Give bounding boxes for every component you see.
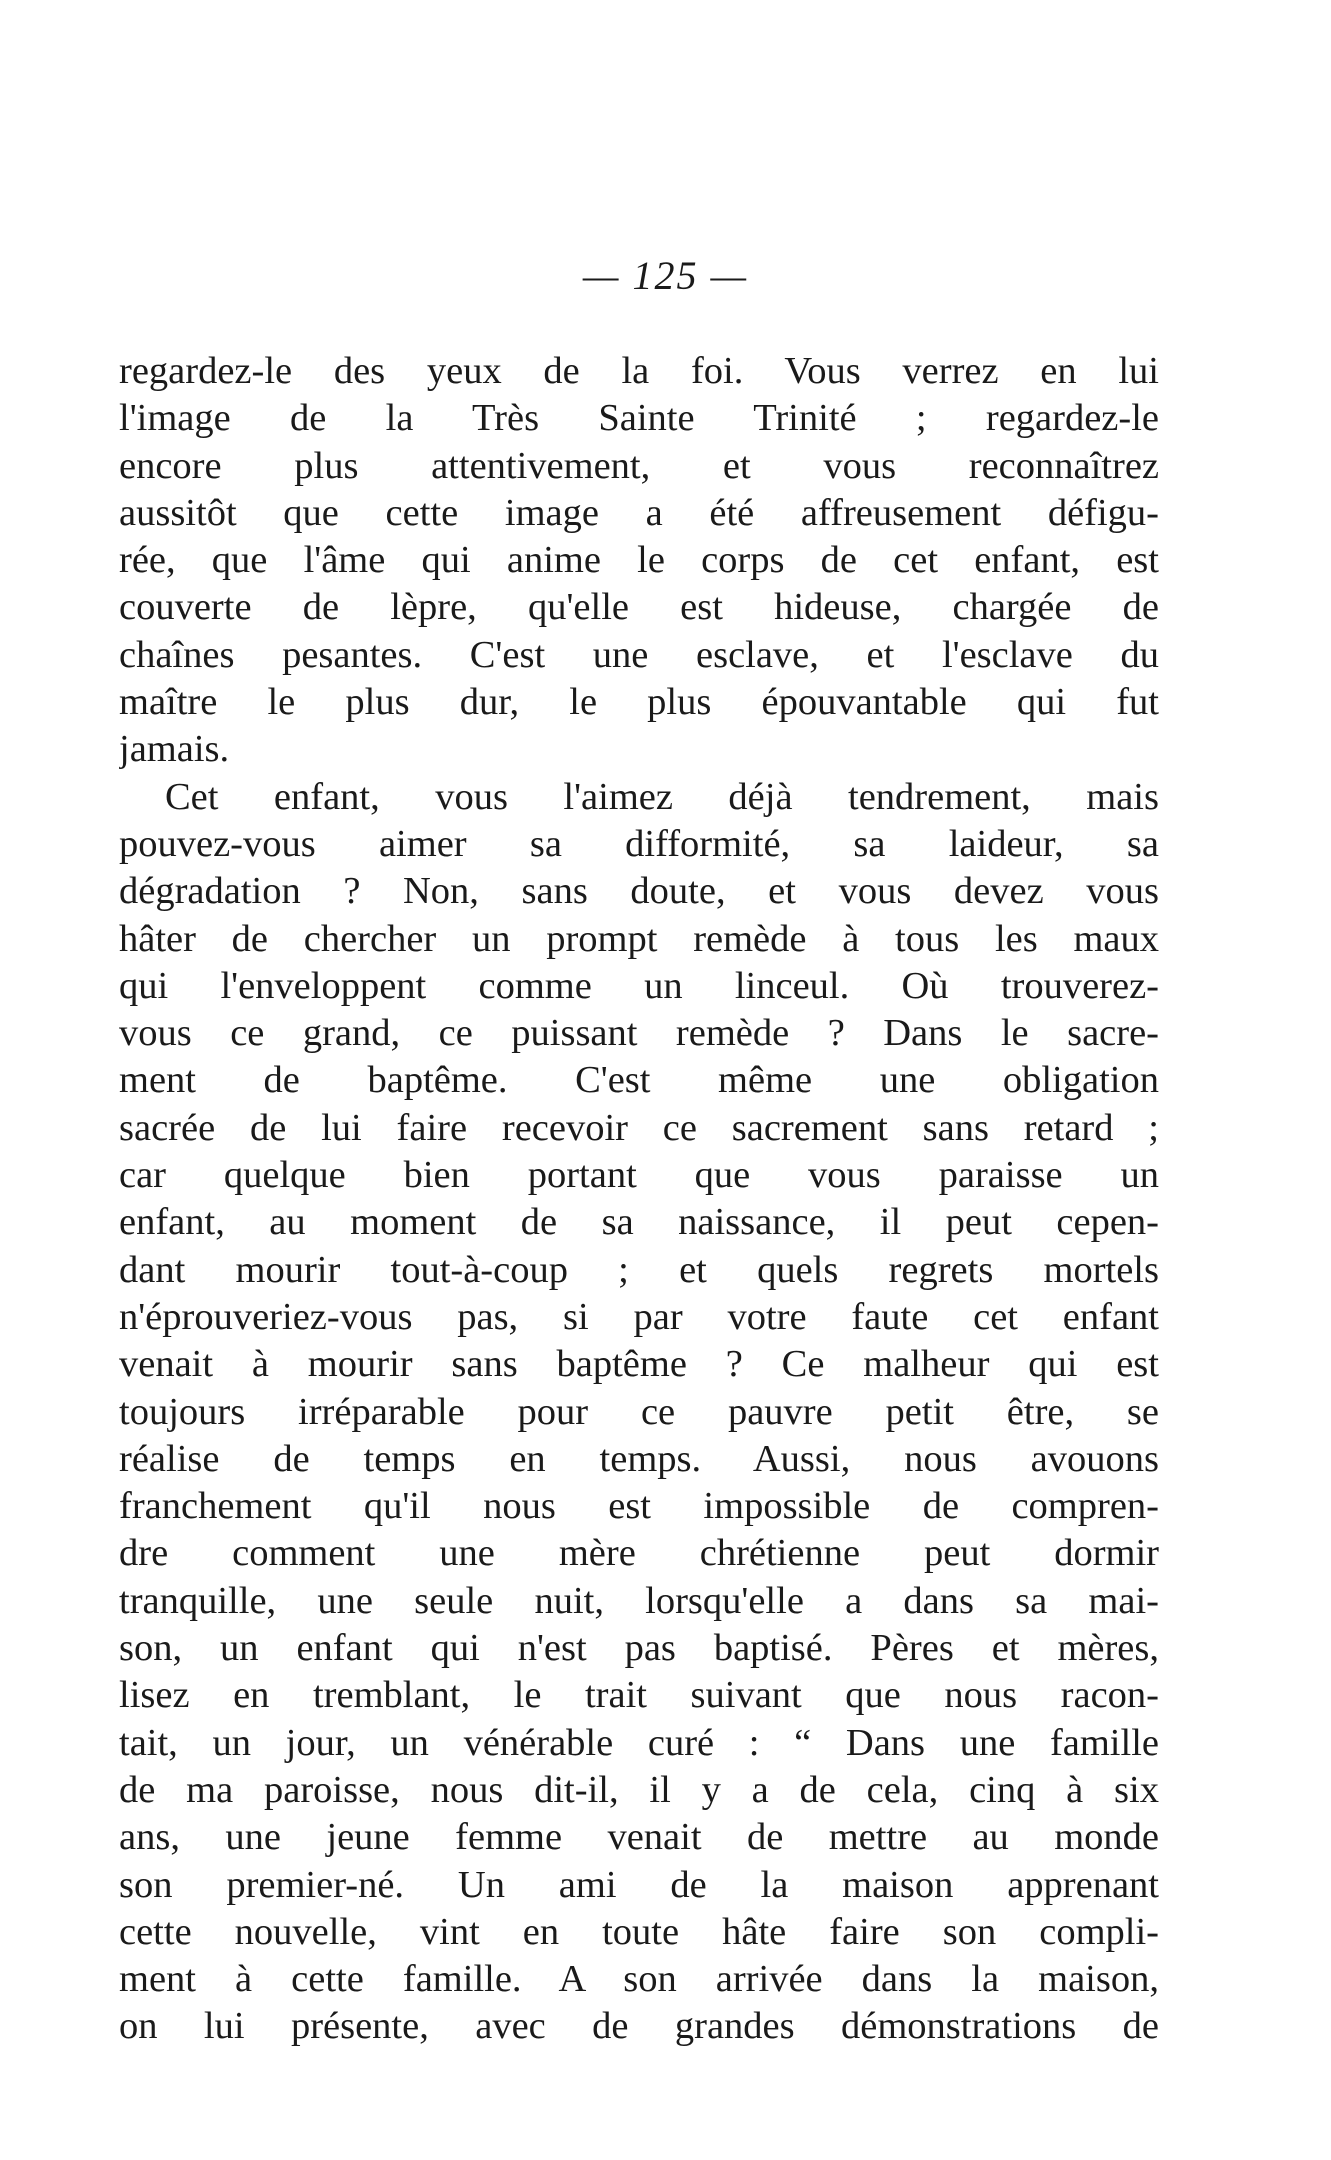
text-line: couverte de lèpre, qu'elle est hideuse, chargée de bbox=[119, 586, 1159, 629]
text-line: aussitôt que cette image a été affreusement défigu- bbox=[119, 491, 1159, 534]
text-line: venait à mourir sans baptême ? Ce malheur qui est bbox=[119, 1343, 1159, 1386]
text-line: n'éprouveriez-vous pas, si par votre faute cet enfant bbox=[119, 1295, 1159, 1338]
text-line: tait, un jour, un vénérable curé : “ Dans une famille bbox=[119, 1721, 1159, 1764]
text-line: encore plus attentivement, et vous reconnaîtrez bbox=[119, 444, 1159, 487]
text-line: sacrée de lui faire recevoir ce sacrement sans retard ; bbox=[119, 1106, 1159, 1149]
text-line: cette nouvelle, vint en toute hâte faire son compli- bbox=[119, 1910, 1159, 1953]
page-number: — 125 — bbox=[582, 253, 749, 298]
text-line: chaînes pesantes. C'est une esclave, et l'esclave du bbox=[119, 633, 1159, 676]
text-line: lisez en tremblant, le trait suivant que nous racon- bbox=[119, 1674, 1159, 1717]
text-line: qui l'enveloppent comme un linceul. Où trouverez- bbox=[119, 964, 1159, 1007]
text-line: regardez-le des yeux de la foi. Vous verrez en lui bbox=[119, 350, 1159, 392]
text-line: de ma paroisse, nous dit-il, il y a de cela, cinq à six bbox=[119, 1768, 1159, 1811]
text-line: pouvez-vous aimer sa difformité, sa laideur, sa bbox=[119, 822, 1159, 865]
text-line: franchement qu'il nous est impossible de compren- bbox=[119, 1485, 1159, 1528]
text-line: son premier-né. Un ami de la maison apprenant bbox=[119, 1863, 1159, 1906]
text-line: Cet enfant, vous l'aimez déjà tendrement, mais bbox=[165, 775, 1159, 818]
text-line: l'image de la Très Sainte Trinité ; regardez-le bbox=[119, 397, 1159, 440]
text-line: dre comment une mère chrétienne peut dormir bbox=[119, 1532, 1159, 1575]
text-line: son, un enfant qui n'est pas baptisé. Pères et mères, bbox=[119, 1627, 1159, 1670]
text-line: ment à cette famille. A son arrivée dans la maison, bbox=[119, 1958, 1159, 2001]
text-line: vous ce grand, ce puissant remède ? Dans le sacre- bbox=[119, 1012, 1159, 1055]
body-text bbox=[119, 348, 1159, 2051]
text-line: ment de baptême. C'est même une obligation bbox=[119, 1059, 1159, 1102]
text-line: dégradation ? Non, sans doute, et vous devez vous bbox=[119, 870, 1159, 913]
text-line: maître le plus dur, le plus épouvantable qui fut bbox=[119, 681, 1159, 724]
text-line: car quelque bien portant que vous paraisse un bbox=[119, 1154, 1159, 1197]
text-line: rée, que l'âme qui anime le corps de cet enfant, est bbox=[119, 539, 1159, 582]
text-line: hâter de chercher un prompt remède à tous les maux bbox=[119, 917, 1159, 960]
text-line: on lui présente, avec de grandes démonstrations de bbox=[119, 2005, 1159, 2048]
text-line: ans, une jeune femme venait de mettre au monde bbox=[119, 1816, 1159, 1859]
text-line: tranquille, une seule nuit, lorsqu'elle a dans sa mai- bbox=[119, 1579, 1159, 1622]
text-line: toujours irréparable pour ce pauvre petit être, se bbox=[119, 1390, 1159, 1433]
text-line: enfant, au moment de sa naissance, il peut cepen- bbox=[119, 1201, 1159, 1244]
text-line: jamais. bbox=[119, 728, 230, 771]
text-line: dant mourir tout-à-coup ; et quels regrets mortels bbox=[119, 1248, 1159, 1291]
text-line: réalise de temps en temps. Aussi, nous avouons bbox=[119, 1437, 1159, 1480]
